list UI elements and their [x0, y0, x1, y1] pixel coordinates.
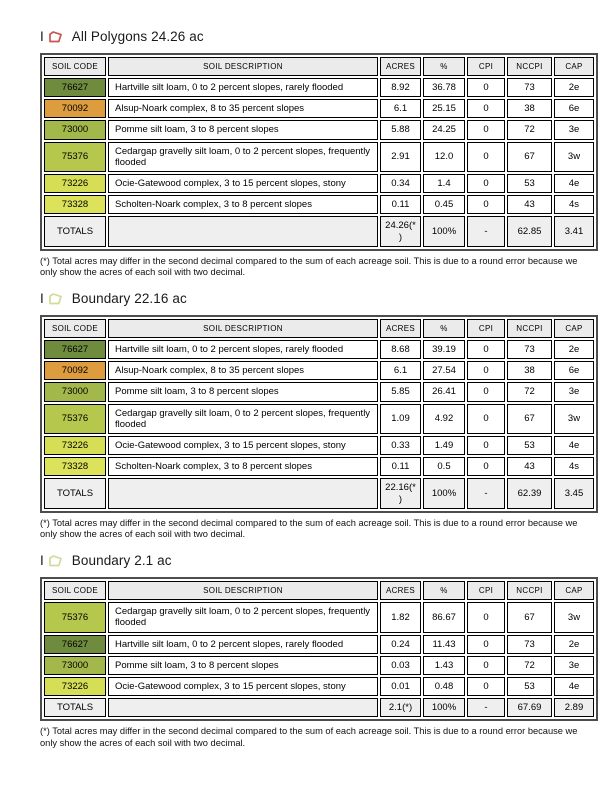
column-header: NCCPI — [507, 319, 552, 338]
cell-code: 73000 — [44, 382, 106, 401]
section-marker: I — [40, 291, 44, 307]
cell-cap: 3e — [554, 656, 594, 675]
totals-pct: 100% — [423, 698, 465, 717]
totals-row — [44, 478, 594, 508]
cell-cpi: 0 — [467, 635, 505, 654]
cell-nccpi: 73 — [507, 78, 552, 97]
column-header: % — [423, 57, 465, 76]
cell-pct: 27.54 — [423, 361, 465, 380]
table-body — [44, 340, 594, 509]
cell-cpi: 0 — [467, 656, 505, 675]
polygon-icon — [48, 554, 63, 568]
cell-nccpi: 67 — [507, 602, 552, 632]
cell-cap: 2e — [554, 78, 594, 97]
totals-empty-cell — [108, 478, 378, 508]
column-header: NCCPI — [507, 57, 552, 76]
footnote: (*) Total acres may differ in the second decimal compared to the sum of each acreage soil. This is due to a round error because we only show the acres of each soil with two decimal. — [40, 726, 578, 748]
cell-cap: 6e — [554, 99, 594, 118]
cell-cpi: 0 — [467, 340, 505, 359]
cell-acres: 5.85 — [380, 382, 421, 401]
table-row — [44, 340, 594, 359]
cell-acres: 6.1 — [380, 361, 421, 380]
totals-acres: 22.16(*) — [380, 478, 421, 508]
cell-acres: 0.03 — [380, 656, 421, 675]
cell-cap: 4s — [554, 457, 594, 476]
cell-pct: 4.92 — [423, 404, 465, 434]
cell-cap: 3e — [554, 382, 594, 401]
column-header: % — [423, 581, 465, 600]
cell-acres: 0.34 — [380, 174, 421, 193]
cell-desc: Ocie-Gatewood complex, 3 to 15 percent slopes, stony — [108, 436, 378, 455]
table-row — [44, 120, 594, 139]
column-header: CAP — [554, 319, 594, 338]
column-header: SOIL CODE — [44, 57, 106, 76]
cell-pct: 1.4 — [423, 174, 465, 193]
cell-code: 76627 — [44, 78, 106, 97]
totals-acres: 24.26(*) — [380, 216, 421, 246]
cell-pct: 12.0 — [423, 142, 465, 172]
cell-pct: 0.5 — [423, 457, 465, 476]
cell-nccpi: 53 — [507, 174, 552, 193]
table-header-row — [44, 319, 594, 338]
section-header — [40, 553, 578, 568]
soil-table — [40, 53, 598, 251]
totals-cpi: - — [467, 698, 505, 717]
cell-pct: 25.15 — [423, 99, 465, 118]
totals-cpi: - — [467, 478, 505, 508]
soil-report-section — [40, 291, 584, 541]
section-title: Boundary 2.1 ac — [71, 553, 172, 569]
table-body — [44, 78, 594, 247]
cell-pct: 36.78 — [423, 78, 465, 97]
cell-cap: 3e — [554, 120, 594, 139]
cell-desc: Hartville silt loam, 0 to 2 percent slopes, rarely flooded — [108, 635, 378, 654]
cell-desc: Alsup-Noark complex, 8 to 35 percent slopes — [108, 361, 378, 380]
cell-nccpi: 67 — [507, 404, 552, 434]
cell-code: 70092 — [44, 361, 106, 380]
column-header: CPI — [467, 581, 505, 600]
column-header: ACRES — [380, 57, 421, 76]
table-row — [44, 436, 594, 455]
cell-code: 75376 — [44, 404, 106, 434]
cell-cap: 3w — [554, 602, 594, 632]
cell-cpi: 0 — [467, 677, 505, 696]
table-row — [44, 78, 594, 97]
cell-acres: 0.24 — [380, 635, 421, 654]
cell-acres: 0.01 — [380, 677, 421, 696]
cell-pct: 1.49 — [423, 436, 465, 455]
cell-code: 73000 — [44, 120, 106, 139]
cell-desc: Pomme silt loam, 3 to 8 percent slopes — [108, 382, 378, 401]
column-header: CPI — [467, 57, 505, 76]
cell-nccpi: 43 — [507, 457, 552, 476]
cell-nccpi: 72 — [507, 382, 552, 401]
totals-nccpi: 62.85 — [507, 216, 552, 246]
cell-nccpi: 67 — [507, 142, 552, 172]
cell-desc: Cedargap gravelly silt loam, 0 to 2 percent slopes, frequently flooded — [108, 404, 378, 434]
polygon-icon — [48, 292, 63, 306]
cell-desc: Hartville silt loam, 0 to 2 percent slopes, rarely flooded — [108, 340, 378, 359]
cell-nccpi: 53 — [507, 436, 552, 455]
section-title: All Polygons 24.26 ac — [71, 29, 204, 44]
cell-cap: 4e — [554, 174, 594, 193]
totals-label: TOTALS — [44, 478, 106, 508]
totals-row — [44, 216, 594, 246]
cell-pct: 1.43 — [423, 656, 465, 675]
column-header: SOIL DESCRIPTION — [108, 581, 378, 600]
cell-code: 76627 — [44, 635, 106, 654]
column-header: SOIL CODE — [44, 319, 106, 338]
cell-cpi: 0 — [467, 602, 505, 632]
totals-empty-cell — [108, 698, 378, 717]
cell-nccpi: 53 — [507, 677, 552, 696]
totals-cpi: - — [467, 216, 505, 246]
cell-desc: Scholten-Noark complex, 3 to 8 percent slopes — [108, 457, 378, 476]
cell-cpi: 0 — [467, 78, 505, 97]
soil-report-section — [40, 553, 584, 749]
cell-acres: 8.68 — [380, 340, 421, 359]
cell-code: 73226 — [44, 677, 106, 696]
totals-pct: 100% — [423, 478, 465, 508]
cell-pct: 11.43 — [423, 635, 465, 654]
cell-pct: 26.41 — [423, 382, 465, 401]
column-header: SOIL DESCRIPTION — [108, 319, 378, 338]
column-header: SOIL DESCRIPTION — [108, 57, 378, 76]
cell-acres: 8.92 — [380, 78, 421, 97]
cell-pct: 24.25 — [423, 120, 465, 139]
cell-cpi: 0 — [467, 436, 505, 455]
totals-acres: 2.1(*) — [380, 698, 421, 717]
cell-nccpi: 72 — [507, 120, 552, 139]
cell-pct: 39.19 — [423, 340, 465, 359]
cell-code: 76627 — [44, 340, 106, 359]
cell-nccpi: 73 — [507, 340, 552, 359]
cell-cpi: 0 — [467, 457, 505, 476]
cell-cap: 2e — [554, 340, 594, 359]
table-header-row — [44, 57, 594, 76]
column-header: % — [423, 319, 465, 338]
column-header: NCCPI — [507, 581, 552, 600]
soil-table — [40, 577, 598, 721]
cell-cap: 3w — [554, 404, 594, 434]
cell-cap: 4e — [554, 436, 594, 455]
totals-label: TOTALS — [44, 216, 106, 246]
cell-acres: 1.82 — [380, 602, 421, 632]
totals-cap: 3.41 — [554, 216, 594, 246]
cell-nccpi: 43 — [507, 195, 552, 214]
cell-cpi: 0 — [467, 120, 505, 139]
section-header — [40, 291, 578, 306]
column-header: ACRES — [380, 581, 421, 600]
table-row — [44, 142, 594, 172]
cell-desc: Cedargap gravelly silt loam, 0 to 2 percent slopes, frequently flooded — [108, 602, 378, 632]
totals-pct: 100% — [423, 216, 465, 246]
totals-empty-cell — [108, 216, 378, 246]
cell-code: 73328 — [44, 195, 106, 214]
table-row — [44, 195, 594, 214]
cell-pct: 86.67 — [423, 602, 465, 632]
totals-cap: 3.45 — [554, 478, 594, 508]
totals-row — [44, 698, 594, 717]
cell-cap: 3w — [554, 142, 594, 172]
section-header — [40, 29, 578, 44]
cell-cpi: 0 — [467, 174, 505, 193]
cell-acres: 2.91 — [380, 142, 421, 172]
cell-cpi: 0 — [467, 404, 505, 434]
table-row — [44, 361, 594, 380]
cell-nccpi: 38 — [507, 99, 552, 118]
cell-acres: 0.11 — [380, 195, 421, 214]
section-marker: I — [40, 29, 44, 44]
cell-code: 73226 — [44, 436, 106, 455]
cell-acres: 6.1 — [380, 99, 421, 118]
cell-code: 75376 — [44, 602, 106, 632]
cell-desc: Ocie-Gatewood complex, 3 to 15 percent slopes, stony — [108, 677, 378, 696]
table-row — [44, 677, 594, 696]
column-header: CAP — [554, 581, 594, 600]
cell-cpi: 0 — [467, 142, 505, 172]
cell-pct: 0.45 — [423, 195, 465, 214]
table-row — [44, 635, 594, 654]
cell-code: 75376 — [44, 142, 106, 172]
cell-desc: Scholten-Noark complex, 3 to 8 percent slopes — [108, 195, 378, 214]
cell-cap: 4s — [554, 195, 594, 214]
table-row — [44, 404, 594, 434]
soil-table — [40, 315, 598, 513]
cell-nccpi: 38 — [507, 361, 552, 380]
table-row — [44, 602, 594, 632]
totals-nccpi: 67.69 — [507, 698, 552, 717]
table-row — [44, 174, 594, 193]
column-header: CAP — [554, 57, 594, 76]
cell-cap: 4e — [554, 677, 594, 696]
cell-nccpi: 72 — [507, 656, 552, 675]
cell-acres: 5.88 — [380, 120, 421, 139]
footnote: (*) Total acres may differ in the second decimal compared to the sum of each acreage soil. This is due to a round error because we only show the acres of each soil with two decimal. — [40, 255, 578, 278]
totals-cap: 2.89 — [554, 698, 594, 717]
table-row — [44, 457, 594, 476]
polygon-icon — [48, 30, 63, 44]
cell-cap: 6e — [554, 361, 594, 380]
cell-acres: 0.33 — [380, 436, 421, 455]
cell-nccpi: 73 — [507, 635, 552, 654]
table-header-row — [44, 581, 594, 600]
totals-nccpi: 62.39 — [507, 478, 552, 508]
cell-desc: Hartville silt loam, 0 to 2 percent slopes, rarely flooded — [108, 78, 378, 97]
cell-desc: Pomme silt loam, 3 to 8 percent slopes — [108, 656, 378, 675]
cell-acres: 1.09 — [380, 404, 421, 434]
table-row — [44, 656, 594, 675]
cell-code: 73328 — [44, 457, 106, 476]
column-header: SOIL CODE — [44, 581, 106, 600]
column-header: ACRES — [380, 319, 421, 338]
section-marker: I — [40, 553, 44, 569]
cell-cpi: 0 — [467, 382, 505, 401]
cell-cpi: 0 — [467, 195, 505, 214]
cell-cpi: 0 — [467, 99, 505, 118]
column-header: CPI — [467, 319, 505, 338]
cell-desc: Cedargap gravelly silt loam, 0 to 2 percent slopes, frequently flooded — [108, 142, 378, 172]
totals-label: TOTALS — [44, 698, 106, 717]
cell-code: 73000 — [44, 656, 106, 675]
cell-desc: Alsup-Noark complex, 8 to 35 percent slopes — [108, 99, 378, 118]
cell-desc: Ocie-Gatewood complex, 3 to 15 percent slopes, stony — [108, 174, 378, 193]
soil-report-section — [40, 29, 584, 279]
cell-acres: 0.11 — [380, 457, 421, 476]
cell-cpi: 0 — [467, 361, 505, 380]
cell-pct: 0.48 — [423, 677, 465, 696]
cell-code: 73226 — [44, 174, 106, 193]
cell-code: 70092 — [44, 99, 106, 118]
table-row — [44, 99, 594, 118]
table-row — [44, 382, 594, 401]
section-title: Boundary 22.16 ac — [71, 291, 187, 307]
table-body — [44, 602, 594, 717]
cell-cap: 2e — [554, 635, 594, 654]
cell-desc: Pomme silt loam, 3 to 8 percent slopes — [108, 120, 378, 139]
footnote: (*) Total acres may differ in the second decimal compared to the sum of each acreage soil. This is due to a round error because we only show the acres of each soil with two decimal. — [40, 517, 578, 540]
